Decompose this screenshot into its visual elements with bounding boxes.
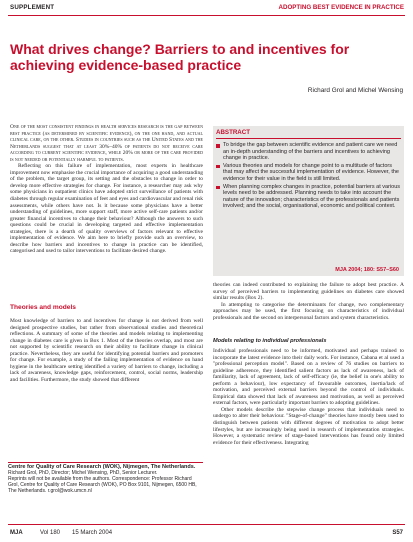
- article-title: What drives change? Barriers to and incentives for achieving evidence-based practice: [10, 41, 350, 73]
- section-heading-theories: Theories and models: [10, 304, 76, 311]
- theories-text: [10, 318, 203, 383]
- running-head-right: ADOPTING BEST EVIDENCE IN PRACTICE: [278, 4, 404, 11]
- abstract-item: When planning complex changes in practice, potential barriers at various levels need to be addressed. Planning needs to take into account the nature of the innovation; characteristics of the professionals and patients involved; and the social, organisational, economic and political context.: [216, 184, 400, 210]
- header-rule: [8, 15, 405, 16]
- article-authors: Richard Grol and Michel Wensing: [307, 87, 403, 94]
- theories-paragraph: Most knowledge of barriers to and incentives for change is not derived from well designed prospective studies, but rather from observational studies and theoretical reflections. A summary of some of the theories and models relating to implementing change in diabetes care is given in Box 1. Most of the theories overlap, and most are not supported by scientific research on their ability to facilitate change in clinical practice. Nevertheless, they are useful for identifying potential barriers and promoters for change. For example, a study of the failing implementation of evidence on hand hygiene in the healthcare setting identified a variety of barriers to change, including a lack of awareness, knowledge gaps, reinforcement, control, social norms, leadership and facilities. Furthermore, the study showed that different: [10, 318, 203, 383]
- footer-date: 15 March 2004: [72, 530, 113, 536]
- right-column-text: [213, 282, 404, 321]
- abstract-citation: MJA 2004; 180: S57–S60: [335, 267, 399, 273]
- intro-paragraph: Reflecting on this failure of implementation, most experts in healthcare improvement now emphasise the crucial importance of acquiring a good understanding of the problem, the target group, its setting and the obstacles to change in order to develop more effective strategies for change. For instance, a researcher may ask why some physicians in outpatient clinics have adopted strict surveillance of patients with diabetes through regular examination of feet and eyes and cardiovascular and renal risk assessments, while others have not. Is it because some physicians have a better understanding of guidelines, more support staff, more active self-care patients and/or greater financial incentives to change their behaviour? Although the answers to such questions could be crucial in developing targeted and effective implementation strategies, there is a dearth of quality overviews of factors relevant to effective implementation of evidence. We aim here to briefly provide such an overview, to describe how barriers and incentives to change in practice can be identified, categorised and used to tailor interventions to facilitate desired change.: [10, 163, 203, 255]
- subsection-heading-models: Models relating to individual professionals: [213, 338, 327, 344]
- institution: Centre for Quality of Care Research (WOK), Nijmegen, The Netherlands.: [8, 464, 196, 470]
- abstract-heading: ABSTRACT: [216, 129, 251, 136]
- footer-volume: Vol 180: [40, 530, 61, 536]
- page-number: S57: [392, 530, 403, 536]
- models-paragraph: Other models describe the stepwise change process that individuals need to undergo to alter their behaviour. "Stage-of-change" theories have mostly been used to distinguish between patients with different degrees of motivation to adopt better lifestyles, but are increasingly being used in research of implementation strategies. However, a systematic review of stage-based interventions has found only limited evidence for their effectiveness. Integrating: [213, 406, 404, 446]
- abstract-rule: [216, 138, 401, 139]
- author-roles: Richard Grol, PhD, Director; Michel Wensing, PhD, Senior Lecturer.: [8, 469, 158, 476]
- right-paragraph: In attempting to categorise the determinants for change, two complementary approaches may be used, the first focusing on characteristics of individual professionals and the second on interpersonal factors and system characteristics.: [213, 301, 404, 321]
- abstract-list: [216, 142, 400, 211]
- right-paragraph: theories can indeed contributed to explaining the failure to adopt best practice. A survey of perceived barriers to implementing guidelines on diabetes care showed similar results (Box 2).: [213, 282, 404, 302]
- running-head-left: SUPPLEMENT: [10, 4, 55, 11]
- models-paragraph: Individual professionals need to be informed, motivated and perhaps trained to incorporate the latest evidence into their daily work. For instance, Cabana et al used a "professional perception model". Based on a review of 76 studies on barriers to guideline adherence, they identified salient factors as lack of awareness, lack of familiarity, lack of agreement, lack of self-efficacy (ie, the belief in one's ability to perform a behaviour), low expectancy of favourable outcomes, inertia/lack of motivation, and perceived external barriers beyond the control of individuals. Empirical data showed that lack of awareness and motivation, as well as perceived external factors, were particularly important barriers to adopting guidelines.: [213, 348, 404, 407]
- models-text: [213, 348, 404, 446]
- author-address-box: [8, 462, 203, 512]
- abstract-item: Various theories and models for change point to a multitude of factors that may affect the successful implementation of evidence. However, the evidence for their value in the field is still limited.: [216, 163, 400, 183]
- intro-paragraph: One of the most consistent findings in health services research is the gap between best practice (as determined by scientific evidence), on the one hand, and actual clinical care, on the other. Studies in countries such as the United States and the Netherlands suggest that at least 30%–40% of patients do not receive care according to current scientific evidence, while 20% or more of the care provided is not needed or potentially harmful to patients.: [10, 124, 203, 163]
- footer-rule: [8, 524, 405, 525]
- footer-journal: MJA: [10, 530, 23, 536]
- abstract-item: To bridge the gap between scientific evidence and patient care we need an in-depth understanding of the barriers and incentives to achieving change in practice.: [216, 142, 400, 162]
- intro-text: [10, 124, 203, 255]
- reprints-note: Reprints will not be available from the authors. Correspondence: Professor Richard Grol, Centre for Quality of Care Research (WOK), PO Box 9101, Nijmegen, 6500 HB, The Netherlands. r.grol@wok.umcn.nl: [8, 475, 197, 494]
- abstract-box: [213, 126, 404, 276]
